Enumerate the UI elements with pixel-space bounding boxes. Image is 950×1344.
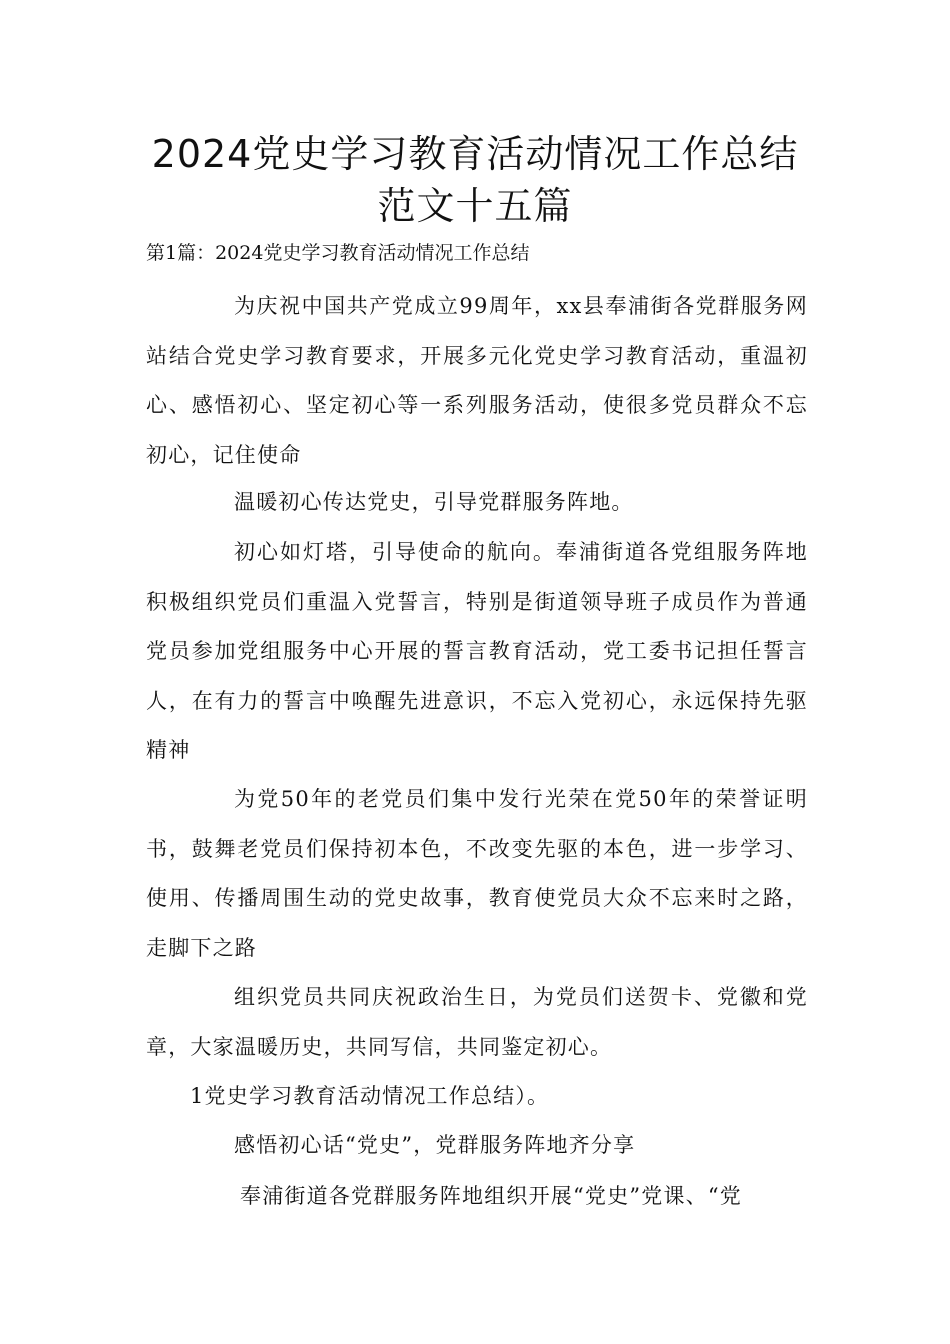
- paragraph-1: 为庆祝中国共产党成立99周年，xx县奉浦街各党群服务网站结合党史学习教育要求，开展多元化党史学习教育活动，重温初心、感悟初心、坚定初心等一系列服务活动，使很多党员群众不忘初心，记住使命: [146, 294, 808, 467]
- paragraph-6: 1党史学习教育活动情况工作总结）。: [190, 1084, 550, 1108]
- section-heading: 第1篇：2024党史学习教育活动情况工作总结: [146, 242, 530, 264]
- document-title: 2024党史学习教育活动情况工作总结范文十五篇: [151, 132, 799, 228]
- paragraph-4: 为党50年的老党员们集中发行光荣在党50年的荣誉证明书，鼓舞老党员们保持初本色，不改变先驱的本色，进一步学习、使用、传播周围生动的党史故事，教育使党员大众不忘来时之路，走脚下之路: [146, 787, 808, 960]
- paragraph-7: 感悟初心话“党史”，党群服务阵地齐分享: [234, 1133, 636, 1157]
- paragraph-3: 初心如灯塔，引导使命的航向。奉浦街道各党组服务阵地积极组织党员们重温入党誓言，特别是街道领导班子成员作为普通党员参加党组服务中心开展的誓言教育活动，党工委书记担任誓言人，在有力的誓言中唤醒先进意识，不忘入党初心，永远保持先驱精神: [146, 540, 808, 762]
- paragraph-5: 组织党员共同庆祝政治生日，为党员们送贺卡、党徽和党章，大家温暖历史，共同写信，共同鉴定初心。: [146, 985, 808, 1059]
- paragraph-8: 奉浦街道各党群服务阵地组织开展“党史”党课、“党: [240, 1184, 743, 1208]
- paragraph-2: 温暖初心传达党史，引导党群服务阵地。: [234, 490, 634, 514]
